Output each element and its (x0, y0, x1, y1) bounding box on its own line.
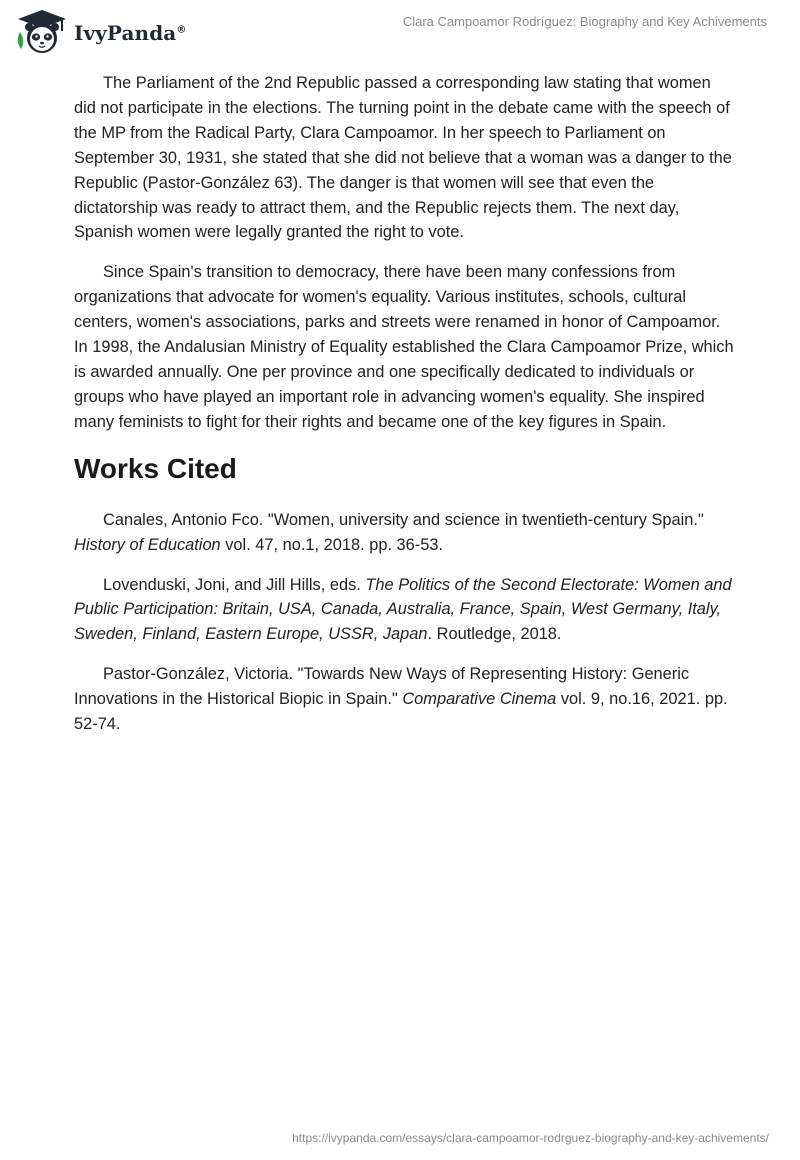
citation-text: Lovenduski, Joni, and Jill Hills, eds. (103, 575, 366, 594)
document-title: Clara Campoamor Rodríguez: Biography and Key Achivements (402, 14, 767, 29)
citation-source-title: Comparative Cinema (402, 690, 557, 709)
works-cited-heading: Works Cited (74, 452, 237, 484)
citation-entry (74, 573, 736, 648)
citation-details: vol. 47, no.1, 2018. pp. 36-53. (220, 535, 444, 554)
citation-source-title: The Politics of the Second Electorate: Women and Public Participation: Britain, USA, Canada, Australia, France, Spain, West Germany, Italy, Sweden, Finland, Eastern Europe, USSR, Japan (74, 575, 732, 644)
essay-content (74, 71, 736, 752)
body-paragraph: The Parliament of the 2nd Republic passed a corresponding law stating that women did not participate in the elections. The turning point in the debate came with the speech of the MP from the Radical Party, Clara Campoamor. In her speech to Parliament on September 30, 1931, she stated that she did not believe that a woman was a danger to the Republic (Pastor-González 63). The danger is that women will see that even the dictatorship was ready to attract them, and the Republic rejects them. The next day, Spanish women were legally granted the right to vote. (74, 74, 732, 242)
citation-entry (74, 662, 736, 737)
logo-wordmark: IvyPanda® (74, 21, 187, 45)
citation-details: vol. 9, no.16, 2021. pp. 52-74. (74, 690, 728, 734)
citation-details: . Routledge, 2018. (427, 625, 562, 644)
page-header (0, 0, 800, 64)
citation-text: Canales, Antonio Fco. "Women, university and science in twentieth-century Spain." (103, 510, 704, 529)
body-paragraph: Since Spain's transition to democracy, there have been many confessions from organizations that advocate for women's equality. Various institutes, schools, cultural centers, women's associations, parks and streets were renamed in honor of Campoamor. In 1998, the Andalusian Ministry of Equality established the Clara Campoamor Prize, which is awarded annually. One per province and one specifically dedicated to individuals or groups who have played an important role in advancing women's equality. She inspired many feminists to fight for their rights and became one of the key figures in Spain. (74, 263, 734, 431)
citation-text: Pastor-González, Victoria. "Towards New Ways of Representing History: Generic Innovations in the Historical Biopic in Spain." (74, 665, 690, 709)
citation-entry (74, 508, 736, 558)
panda-graduate-icon (14, 8, 70, 56)
ivypanda-logo[interactable] (14, 8, 186, 56)
citation-source-title: History of Education (74, 535, 221, 554)
source-url-link[interactable]: https://ivypanda.com/essays/clara-campoamor-rodrguez-biography-and-key-achivements/ (292, 1131, 769, 1145)
